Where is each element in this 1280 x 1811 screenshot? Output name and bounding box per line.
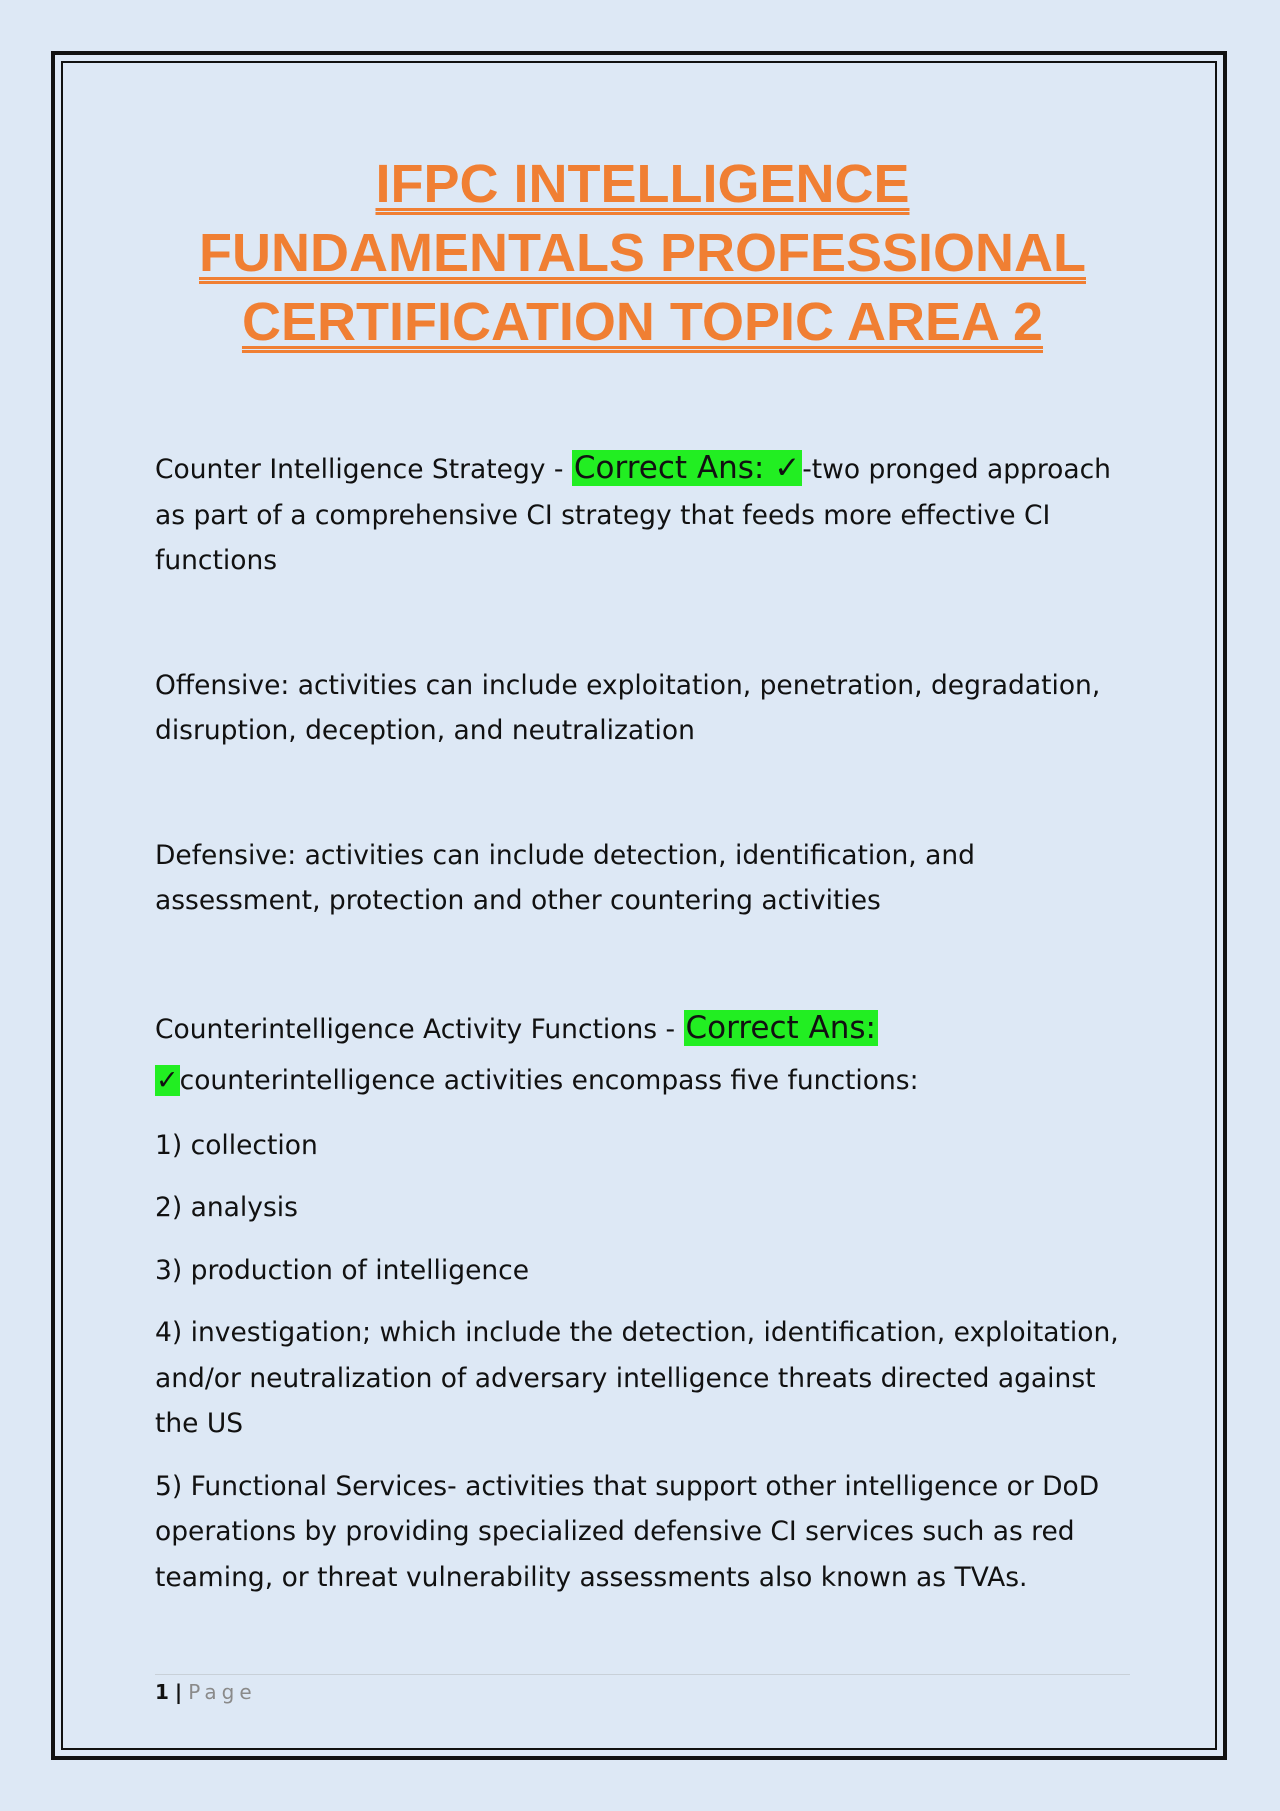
answer-text: -two pronged approach as part of a comprehensive CI strategy that feeds more effective CI functions: [155, 454, 1111, 576]
function-item-5: 5) Functional Services- activities that support other intelligence or DoD operations by providing specialized defensive CI services such as red teaming, or threat vulnerability assessments also known as TVAs.: [155, 1470, 1100, 1593]
page-number: 1: [155, 1680, 169, 1704]
title-line-3: CERTIFICATION TOPIC AREA 2: [241, 292, 1044, 352]
function-item-2: 2) analysis: [155, 1192, 298, 1223]
function-item-1: 1) collection: [155, 1129, 318, 1161]
question-counter-intelligence-strategy: [155, 446, 1130, 584]
document-title: [155, 150, 1130, 357]
function-item-4: 4) investigation; which include the detection, identification, exploitation, and/or neutralization of adversary intelligence threats directed against the US: [155, 1317, 1119, 1439]
question-term: Counterintelligence Activity Functions -: [155, 1013, 684, 1045]
page-label: Page: [188, 1680, 257, 1704]
title-line-2: FUNDAMENTALS PROFESSIONAL: [199, 223, 1086, 283]
page-footer: [155, 1680, 257, 1704]
offensive-paragraph: Offensive: activities can include exploitation, penetration, degradation, disruption, deception, and neutralization: [155, 669, 1101, 746]
function-item-3: 3) production of intelligence: [155, 1254, 530, 1286]
defensive-paragraph: Defensive: activities can include detection, identification, and assessment, protection and other countering activities: [155, 839, 975, 916]
correct-answer-badge: [572, 450, 802, 486]
checkmark-icon: ✓: [156, 1064, 179, 1096]
document-body: [155, 150, 1130, 1600]
question-term: Counter Intelligence Strategy -: [155, 454, 572, 485]
checkmark-icon: ✓: [774, 450, 801, 486]
answer-text: counterintelligence activities encompass five functions:: [179, 1064, 919, 1096]
footer-divider: [155, 1674, 1130, 1675]
correct-answer-label: Correct Ans:: [573, 450, 775, 486]
footer-separator: |: [174, 1680, 183, 1704]
correct-answer-badge: Correct Ans:: [685, 1009, 876, 1046]
title-line-1: IFPC INTELLIGENCE: [375, 154, 910, 214]
question-counterintelligence-functions: [155, 1003, 1130, 1106]
